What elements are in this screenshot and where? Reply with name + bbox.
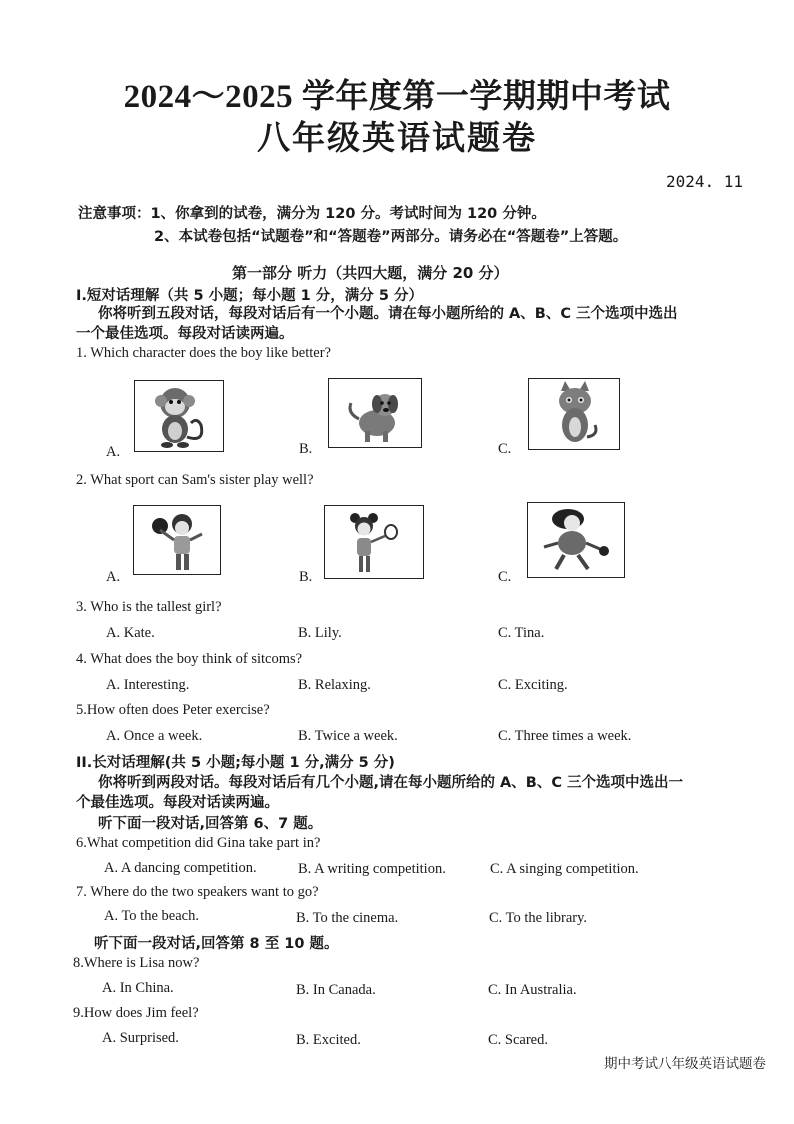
question-1: 1. Which character does the boy like better? — [76, 345, 331, 361]
volleyball-girl-picture — [133, 505, 221, 575]
section2-subheading-1: 听下面一段对话,回答第 6、7 题。 — [98, 816, 323, 832]
q5-option-b: B. Twice a week. — [298, 728, 398, 744]
notice-line-1: 注意事项：1、你拿到的试卷，满分为 120 分。考试时间为 120 分钟。 — [78, 206, 546, 222]
exam-date: 2024. 11 — [666, 172, 744, 191]
section1-instruction-1: 你将听到五段对话，每段对话后有一个小题。请在每小题所给的 A、B、C 三个选项中选出 — [98, 306, 678, 322]
q7-option-c: C. To the library. — [489, 910, 588, 926]
ping-pong-player-icon — [528, 503, 624, 577]
question-7: 7. Where do the two speakers want to go? — [76, 884, 319, 900]
part1-heading: 第一部分 听力（共四大题，满分 20 分） — [232, 264, 509, 282]
q8-option-c: C. In Australia. — [488, 982, 577, 998]
q3-option-a: A. Kate. — [106, 625, 155, 641]
tennis-girl-picture — [324, 505, 424, 579]
tennis-player-icon — [325, 506, 423, 578]
q9-option-b: B. Excited. — [296, 1032, 361, 1048]
question-8: 8.Where is Lisa now? — [73, 955, 200, 971]
q2-option-b: B. — [299, 569, 313, 585]
notice-line-2: 2、本试卷包括“试题卷”和“答题卷”两部分。请务必在“答题卷”上答题。 — [154, 229, 628, 245]
q3-option-b: B. Lily. — [298, 625, 342, 641]
q7-option-b: B. To the cinema. — [296, 910, 399, 926]
exam-title: 2024～2025 学年度第一学期期中考试 — [123, 79, 671, 115]
question-6: 6.What competition did Gina take part in? — [76, 835, 321, 851]
dog-icon — [329, 379, 421, 447]
section2-instruction-1: 你将听到两段对话。每段对话后有几个小题,请在每小题所给的 A、B、C 三个选项中选出一 — [98, 775, 684, 791]
section2-subheading-2: 听下面一段对话,回答第 8 至 10 题。 — [94, 936, 339, 952]
section2-instruction-2: 个最佳选项。每段对话读两遍。 — [76, 795, 279, 811]
q9-option-c: C. Scared. — [488, 1032, 548, 1048]
question-4: 4. What does the boy think of sitcoms? — [76, 651, 303, 667]
q8-option-b: B. In Canada. — [296, 982, 376, 998]
q2-option-c: C. — [498, 569, 512, 585]
q9-option-a: A. Surprised. — [102, 1030, 179, 1046]
q4-option-a: A. Interesting. — [106, 677, 190, 693]
q6-option-b: B. A writing competition. — [298, 861, 446, 877]
cat-icon — [529, 379, 619, 449]
question-3: 3. Who is the tallest girl? — [76, 599, 222, 615]
q4-option-c: C. Exciting. — [498, 677, 568, 693]
question-9: 9.How does Jim feel? — [73, 1005, 199, 1021]
section1-instruction-2: 一个最佳选项。每段对话读两遍。 — [76, 326, 294, 342]
q1-option-b: B. — [299, 441, 313, 457]
q6-option-a: A. A dancing competition. — [104, 860, 257, 876]
q4-option-b: B. Relaxing. — [298, 677, 371, 693]
q2-option-a: A. — [106, 569, 121, 585]
monkey-icon — [135, 381, 223, 451]
pingpong-girl-picture — [527, 502, 625, 578]
q3-option-c: C. Tina. — [498, 625, 545, 641]
q7-option-a: A. To the beach. — [104, 908, 199, 924]
section1-title: I.短对话理解（共 5 小题；每小题 1 分，满分 5 分） — [76, 288, 423, 304]
question-5: 5.How often does Peter exercise? — [76, 702, 270, 718]
question-2: 2. What sport can Sam's sister play well? — [76, 472, 314, 488]
q5-option-c: C. Three times a week. — [498, 728, 632, 744]
q1-option-a: A. — [106, 444, 121, 460]
q1-option-c: C. — [498, 441, 512, 457]
dog-picture — [328, 378, 422, 448]
cat-picture — [528, 378, 620, 450]
footer-label: 期中考试八年级英语试题卷 — [604, 1056, 766, 1072]
q8-option-a: A. In China. — [102, 980, 174, 996]
q5-option-a: A. Once a week. — [106, 728, 203, 744]
volleyball-player-icon — [134, 506, 220, 574]
exam-subtitle: 八年级英语试题卷 — [257, 121, 537, 157]
section2-title: II.长对话理解(共 5 小题;每小题 1 分,满分 5 分) — [76, 755, 395, 771]
monkey-picture — [134, 380, 224, 452]
q6-option-c: C. A singing competition. — [490, 861, 639, 877]
